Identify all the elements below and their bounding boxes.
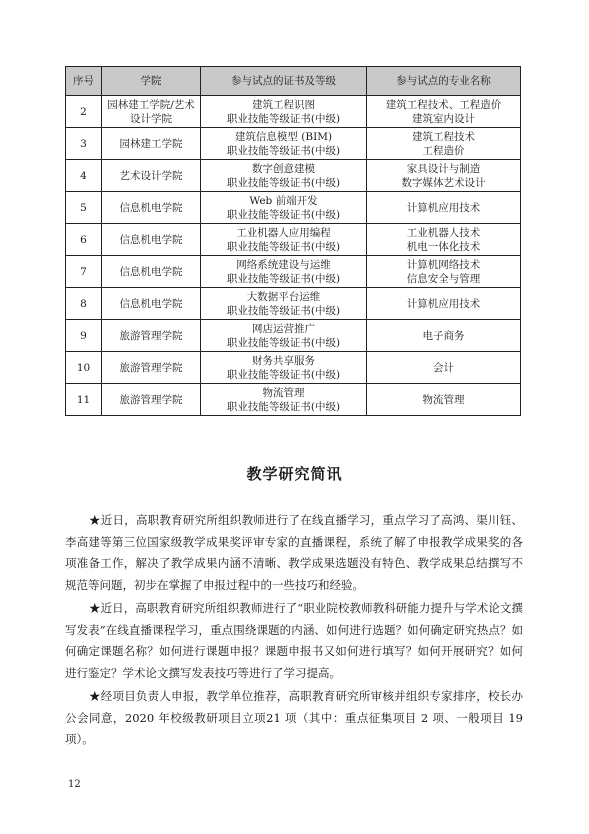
header-certificate: 参与试点的证书及等级 [201, 67, 367, 96]
cell-major-line: 计算机应用技术 [406, 201, 481, 214]
cell-certificate [201, 96, 367, 128]
cell-college-line: 旅游管理学院 [119, 393, 183, 406]
cell-major [367, 288, 521, 320]
cell-major [367, 128, 521, 160]
table-row [66, 128, 521, 160]
cell-no: 5 [66, 192, 102, 224]
news-section [65, 510, 523, 753]
table-row [66, 192, 521, 224]
cell-major-line: 工程造价 [422, 144, 465, 157]
cell-college [102, 320, 201, 352]
certificate-pilot-table [65, 66, 521, 416]
cell-college-line: 旅游管理学院 [119, 329, 183, 342]
cell-major [367, 352, 521, 384]
cell-major [367, 96, 521, 128]
cell-certificate [201, 288, 367, 320]
cell-college-line: 艺术设计学院 [119, 169, 183, 182]
cell-no: 7 [66, 256, 102, 288]
cell-college [102, 256, 201, 288]
cell-certificate [201, 256, 367, 288]
news-paragraph: ★近日，高职教育研究所组织教师进行了在线直播学习，重点学习了高鸿、渠川钰、李高建等第三位国家级教学成果奖评审专家的直播课程，系统了解了申报教学成果奖的各项准备工作，解决了教学成果内涵不清晰、教学成果选题没有特色、教学成果总结撰写不规范等问题，初步在掌握了申报过程中的一些技巧和经验。 [65, 513, 523, 592]
cell-certificate-line: 职业技能等级证书(中级) [226, 112, 341, 125]
cell-major-line: 电子商务 [422, 329, 465, 342]
cell-certificate [201, 128, 367, 160]
cell-college-line: 园林建工学院/艺术 [107, 98, 195, 111]
cell-college-line: 旅游管理学院 [119, 361, 183, 374]
cell-major [367, 256, 521, 288]
cell-certificate-line: 职业技能等级证书(中级) [226, 304, 341, 317]
cell-college [102, 160, 201, 192]
cell-certificate [201, 160, 367, 192]
cell-no: 8 [66, 288, 102, 320]
table-header-row [66, 67, 521, 96]
header-major: 参与试点的专业名称 [367, 67, 521, 96]
cell-major [367, 224, 521, 256]
cell-certificate-line: 建筑信息模型 (BIM) [234, 130, 333, 143]
cell-major-line: 会计 [433, 361, 454, 374]
cell-certificate [201, 224, 367, 256]
cell-college [102, 96, 201, 128]
cell-college-line: 信息机电学院 [119, 297, 183, 310]
cell-certificate-line: 职业技能等级证书(中级) [226, 176, 341, 189]
header-no: 序号 [66, 67, 102, 96]
cell-major-line: 机电一体化技术 [406, 240, 481, 253]
cell-certificate [201, 320, 367, 352]
table-row [66, 160, 521, 192]
cell-certificate-line: 建筑工程识图 [252, 98, 315, 111]
cell-major [367, 192, 521, 224]
cell-certificate-line: 财务共享服务 [252, 354, 315, 367]
cell-major-line: 建筑室内设计 [412, 112, 475, 125]
cell-college-line: 园林建工学院 [119, 137, 183, 150]
cell-certificate-line: 职业技能等级证书(中级) [226, 240, 341, 253]
cell-certificate-line: 职业技能等级证书(中级) [226, 272, 341, 285]
cell-no: 2 [66, 96, 102, 128]
cell-major [367, 320, 521, 352]
cell-certificate-line: 职业技能等级证书(中级) [226, 368, 341, 381]
table-row [66, 224, 521, 256]
cell-major-line: 计算机网络技术 [406, 258, 481, 271]
table-row [66, 256, 521, 288]
cell-no: 3 [66, 128, 102, 160]
table-row [66, 384, 521, 416]
cell-major-line: 工业机器人技术 [406, 226, 481, 239]
cell-certificate [201, 192, 367, 224]
cell-college-line: 信息机电学院 [119, 265, 183, 278]
cell-major-line: 物流管理 [422, 393, 465, 406]
cell-no: 10 [66, 352, 102, 384]
cell-certificate [201, 384, 367, 416]
cell-major [367, 384, 521, 416]
news-paragraph: ★经项目负责人申报，教学单位推荐，高职教育研究所审核并组织专家排序，校长办公会同意，2020 年校级教研项目立项21 项（其中：重点征集项目 2 项、一般项目 19 项）。 [65, 689, 523, 746]
cell-certificate-line: 网店运营推广 [252, 322, 315, 335]
cell-certificate-line: 数字创意建模 [252, 162, 315, 175]
cell-no: 11 [66, 384, 102, 416]
cell-college-line: 信息机电学院 [119, 201, 183, 214]
cell-certificate-line: 职业技能等级证书(中级) [226, 208, 341, 221]
table-row [66, 96, 521, 128]
cell-college [102, 224, 201, 256]
cell-no: 4 [66, 160, 102, 192]
cell-major-line: 建筑工程技术、工程造价 [385, 98, 502, 111]
cell-certificate-line: 网络系统建设与运维 [236, 258, 331, 271]
cell-certificate-line: 物流管理 [262, 386, 305, 399]
cell-certificate-line: 职业技能等级证书(中级) [226, 144, 341, 157]
cell-major [367, 160, 521, 192]
cell-no: 6 [66, 224, 102, 256]
table-body [66, 96, 521, 416]
cell-certificate-line: Web 前端开发 [249, 194, 318, 207]
section-title: 教学研究简讯 [246, 465, 343, 483]
cell-college [102, 288, 201, 320]
cell-major-line: 信息安全与管理 [406, 272, 481, 285]
news-paragraph: ★近日，高职教育研究所组织教师进行了“职业院校教师教科研能力提升与学术论文撰写发表”在线直播课程学习，重点围绕课题的内涵、如何进行选题？如何确定研究热点？如何确定课题名称？如何进行课题申报？课题申报书又如何进行填写？如何开展研究？如何进行鉴定？学术论文撰写发表技巧等进行了学习提高。 [65, 601, 523, 680]
page-number: 12 [68, 779, 81, 790]
cell-certificate-line: 职业技能等级证书(中级) [226, 336, 341, 349]
cell-certificate [201, 352, 367, 384]
table-row [66, 352, 521, 384]
cell-certificate-line: 工业机器人应用编程 [236, 226, 331, 239]
cell-college [102, 384, 201, 416]
cell-no: 9 [66, 320, 102, 352]
cell-major-line: 计算机应用技术 [406, 297, 481, 310]
cell-college-line: 设计学院 [130, 112, 172, 125]
cell-college [102, 128, 201, 160]
table-row [66, 288, 521, 320]
cell-certificate-line: 大数据平台运维 [246, 290, 321, 303]
table-row [66, 320, 521, 352]
cell-college-line: 信息机电学院 [119, 233, 183, 246]
cell-major-line: 建筑工程技术 [412, 130, 475, 143]
cell-major-line: 数字媒体艺术设计 [401, 176, 486, 189]
cell-college [102, 192, 201, 224]
cell-college [102, 352, 201, 384]
cell-certificate-line: 职业技能等级证书(中级) [226, 400, 341, 413]
header-college: 学院 [102, 67, 201, 96]
cell-major-line: 家具设计与制造 [406, 162, 481, 175]
